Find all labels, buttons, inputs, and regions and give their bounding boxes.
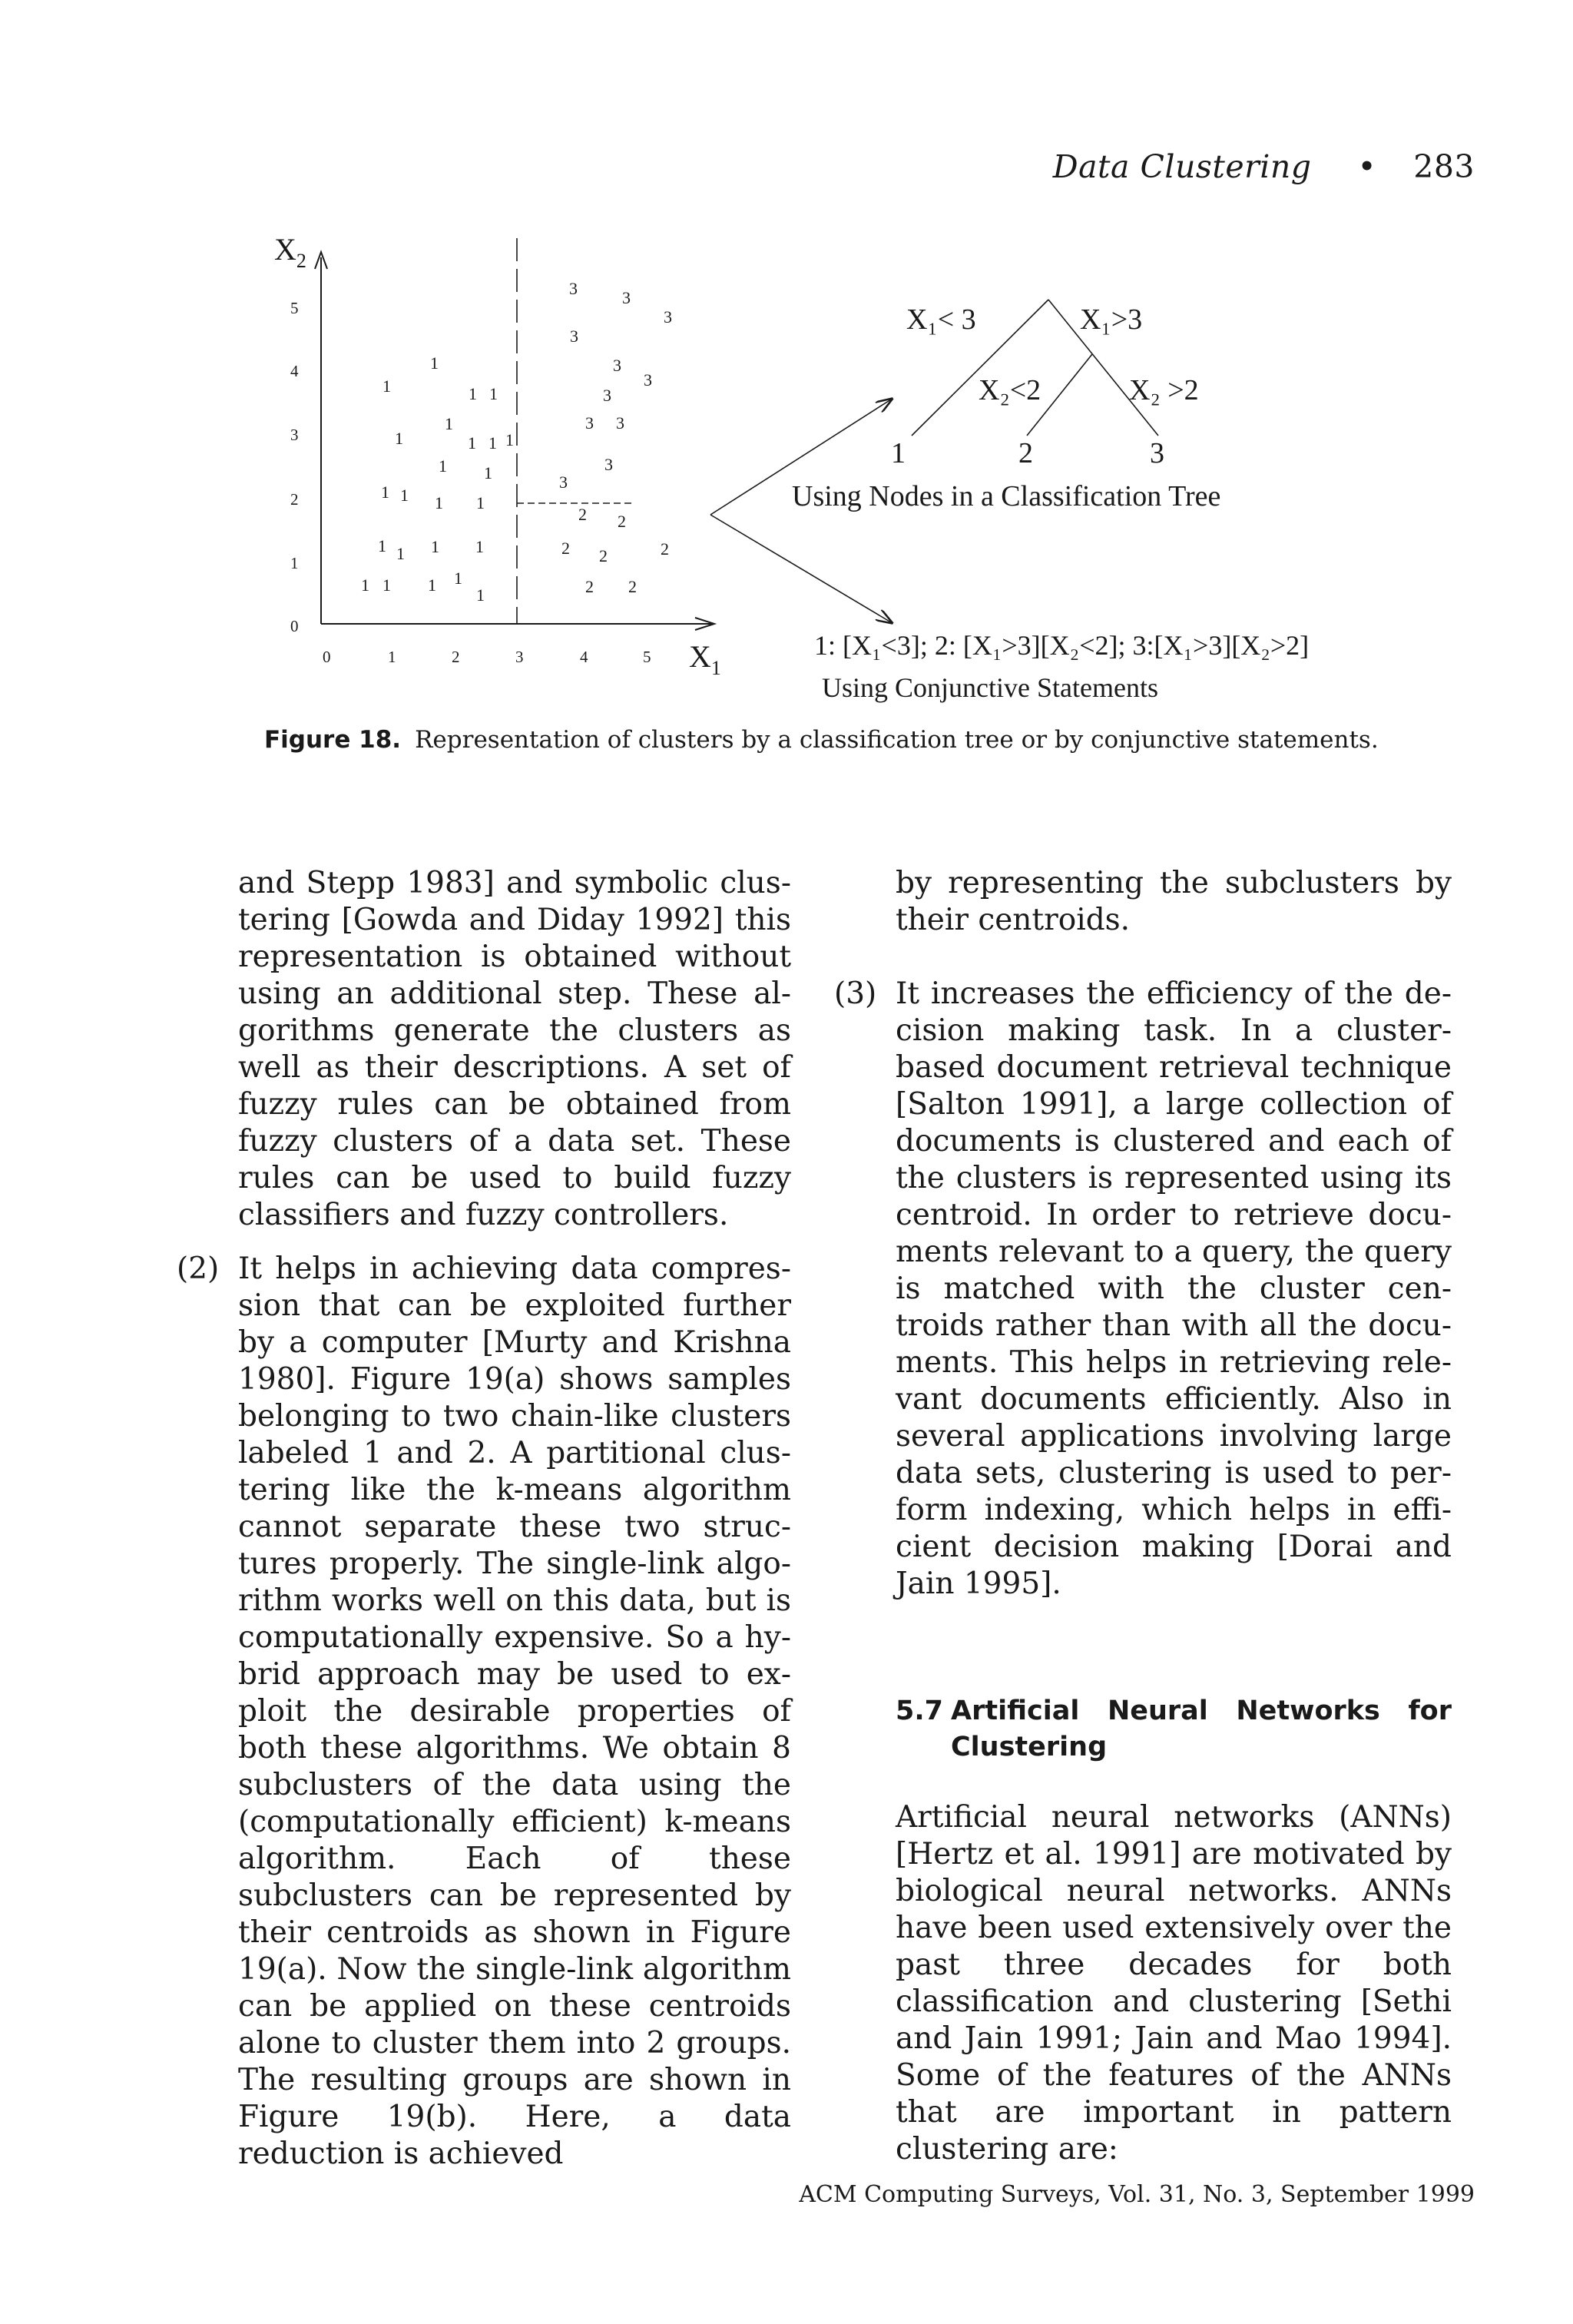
figure-caption-text: Representation of clusters by a classification tree or by conjunctive statements. (415, 726, 1379, 754)
tree-leaf: 3 (1150, 437, 1164, 469)
svg-text:1: 1 (431, 537, 439, 556)
list-item (177, 1251, 791, 2173)
tree-branch-inner-right: X₂ >2 (1129, 374, 1199, 406)
svg-text:3: 3 (559, 472, 568, 492)
svg-text:3: 3 (604, 455, 613, 474)
svg-text:1: 1 (476, 493, 485, 512)
y-tick: 1 (290, 554, 299, 572)
svg-text:3: 3 (644, 370, 652, 390)
paragraph: by representing the subclusters by their centroids. (896, 866, 1452, 937)
svg-text:1: 1 (382, 575, 391, 595)
svg-text:1: 1 (489, 384, 498, 403)
svg-text:3: 3 (616, 413, 624, 433)
paragraph: and Stepp 1983] and symbolic clustering [Gowda and Diday 1992] this representation is obtained without using an additional step. These algorithms generate the clusters as well as their descriptions. A set of fuzzy rules can be obtained from fuzzy clusters of a data set. These rules can be used to build fuzzy classifiers and fuzzy controllers. (238, 866, 791, 1232)
y-tick: 0 (290, 617, 299, 635)
svg-text:1: 1 (382, 376, 391, 396)
svg-text:2: 2 (661, 539, 669, 559)
page-footer: ACM Computing Surveys, Vol. 31, No. 3, September 1999 (799, 2181, 1475, 2208)
left-column (177, 865, 791, 2173)
y-tick: 4 (290, 362, 299, 380)
page-number: 283 (1413, 148, 1475, 185)
svg-text:3: 3 (570, 327, 578, 346)
svg-text:1: 1 (488, 433, 497, 453)
x-tick: 4 (580, 648, 588, 666)
svg-text:1: 1 (395, 429, 403, 448)
tree-caption: Using Nodes in a Classification Tree (792, 480, 1221, 512)
x-tick: 2 (452, 648, 460, 666)
svg-text:2: 2 (585, 577, 594, 596)
figure-18 (0, 223, 1573, 714)
x-axis-label: $X_1$ (689, 639, 721, 679)
tree-branch-right: X₁>3 (1080, 303, 1143, 336)
svg-text:3: 3 (603, 386, 611, 405)
paragraph: Artificial neural networks (ANNs) [Hertz et al. 1991] are motivated by biological neural networks. ANNs have been used extensively over the past three decades for both classification and clustering [Sethi and Jain 1991; Jain and Mao 1994]. Some of the features of the ANNs that are important in pattern clustering are: (896, 1800, 1452, 2167)
conjunctive-statement: 1: [X₁<3]; 2: [X₁>3][X₂<2]; 3:[X₁>3][X₂>2] (814, 630, 1310, 661)
list-item-text: It helps in achieving data compression that can be exploited further by a computer [Murty and Krishna 1980]. Figure 19(a) shows samples belonging to two chain-like clusters labeled 1 and 2. A partitional clustering like the k-means algorithm cannot separate these two structures properly. The single-link algorithm works well on this data, but is computationally expensive. So a hybrid approach may be used to exploit the desirable properties of both these algorithms. We obtain 8 subclusters of the data using the (computationally efficient) k-means algorithm. Each of these subclusters can be represented by their centroids as shown in Figure 19(a). Now the single-link algorithm can be applied on these centroids alone to cluster them into 2 groups. The resulting groups are shown in Figure 19(b). Here, a data reduction is achieved (238, 1252, 791, 2171)
svg-text:1: 1 (475, 537, 484, 556)
section-heading (896, 1693, 1452, 1765)
conjunctive-caption: Using Conjunctive Statements (822, 672, 1158, 703)
running-head-bullet: • (1357, 148, 1377, 185)
svg-text:1: 1 (484, 463, 492, 482)
tree-leaf: 1 (891, 437, 906, 469)
svg-text:1: 1 (445, 414, 453, 433)
svg-text:2: 2 (599, 546, 608, 565)
svg-text:3: 3 (664, 307, 672, 327)
figure-caption-label: Figure 18. (264, 726, 402, 754)
running-head (1053, 148, 1475, 185)
list-item (834, 976, 1452, 1603)
svg-text:1: 1 (396, 544, 405, 563)
list-item-number: (3) (834, 976, 877, 1011)
svg-text:2: 2 (628, 577, 637, 596)
running-title: Data Clustering (1052, 148, 1312, 185)
svg-text:1: 1 (400, 486, 409, 505)
section-title: Artificial Neural Networks for Clustering (951, 1696, 1452, 1762)
svg-text:3: 3 (585, 413, 594, 433)
svg-text:3: 3 (622, 288, 631, 307)
svg-text:3: 3 (613, 356, 621, 375)
y-axis-label: $X_2$ (274, 232, 306, 272)
y-tick: 3 (290, 426, 299, 444)
svg-text:1: 1 (439, 456, 447, 476)
classification-tree (792, 300, 1220, 512)
section-number: 5.7 (896, 1696, 944, 1726)
svg-text:1: 1 (428, 575, 436, 595)
list-item-text: It increases the efficiency of the decision making task. In a cluster-based document retrieval technique [Salton 1991], a large collection of documents is clustered and each of the clusters is represented using its centroid. In order to retrieve documents relevant to a query, the query is matched with the cluster centroids rather than with all the documents. This helps in retrieving relevant documents efficiently. Also in several applications involving large data sets, clustering is used to perform indexing, which helps in efficient decision making [Dorai and Jain 1995]. (896, 976, 1452, 1601)
svg-text:1: 1 (430, 353, 439, 373)
x-tick: 5 (643, 648, 651, 666)
y-tick: 5 (290, 299, 299, 317)
y-tick: 2 (290, 490, 299, 509)
svg-text:2: 2 (618, 512, 626, 531)
svg-text:1: 1 (381, 482, 389, 502)
svg-text:2: 2 (561, 539, 570, 558)
svg-text:1: 1 (454, 569, 462, 588)
figure-caption (264, 726, 1379, 754)
x-tick: 0 (323, 648, 331, 666)
tree-branch-inner-left: X₂<2 (979, 374, 1041, 406)
svg-text:1: 1 (361, 575, 369, 595)
right-column (834, 865, 1452, 2168)
svg-text:1: 1 (476, 585, 485, 605)
svg-text:1: 1 (435, 493, 443, 512)
svg-text:1: 1 (469, 384, 477, 403)
x-tick: 3 (515, 648, 524, 666)
svg-text:3: 3 (569, 279, 578, 298)
x-tick: 1 (388, 648, 396, 666)
svg-text:1: 1 (505, 430, 514, 449)
list-item-number: (2) (177, 1252, 220, 1286)
svg-text:2: 2 (578, 505, 587, 524)
svg-text:1: 1 (468, 433, 476, 453)
tree-branch-left: X₁< 3 (906, 303, 976, 336)
svg-text:1: 1 (378, 536, 386, 555)
tree-leaf: 2 (1018, 437, 1033, 469)
arrow-to-conjunctive (710, 515, 891, 622)
